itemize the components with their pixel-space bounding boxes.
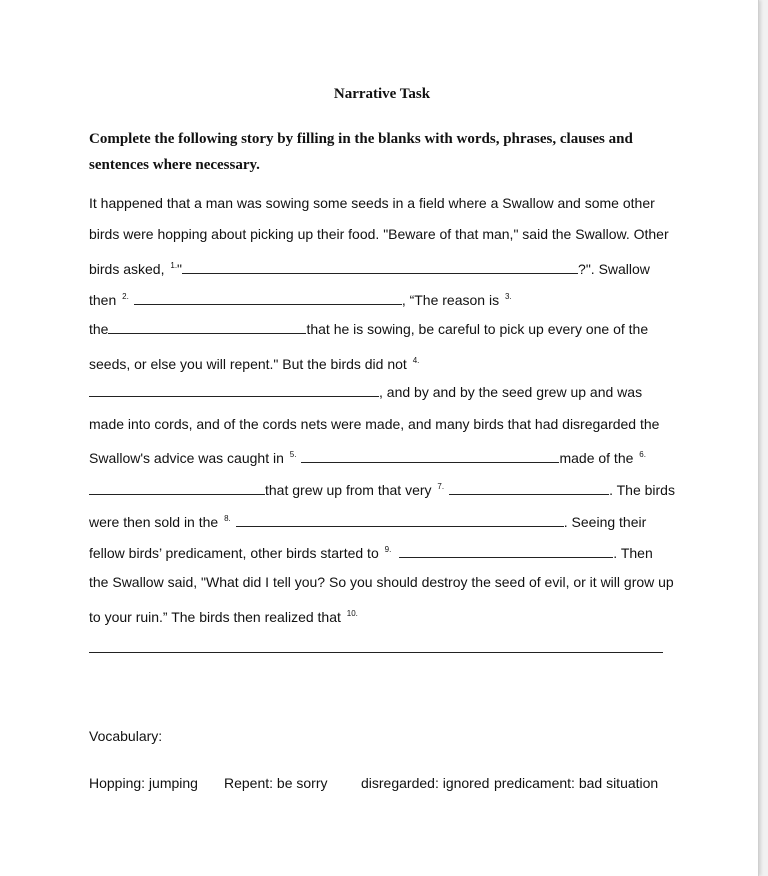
blank-8[interactable] <box>236 512 564 527</box>
story-text: birds were hopping about picking up their food. "Beware of that man," said the Swallow. Other <box>89 226 669 242</box>
story-line-10 <box>89 477 675 497</box>
story-text: to your ruin.” The birds then realized that <box>89 609 345 625</box>
story-line-11 <box>89 509 646 529</box>
story-line-5 <box>89 319 648 339</box>
vocab-item-disregarded: disregarded: ignored <box>361 775 490 791</box>
vocab-item-hopping: Hopping: jumping <box>89 775 198 791</box>
story-line-13 <box>89 572 674 592</box>
story-line-4 <box>89 287 512 307</box>
story-text: that grew up from that very <box>265 482 436 498</box>
story-text: made of the <box>559 450 638 466</box>
blank-number-4: 4. <box>412 356 420 365</box>
story-line-8 <box>89 414 659 434</box>
story-text: , and by and by the seed grew up and was <box>379 384 643 400</box>
blank-number-8: 8. <box>224 514 231 523</box>
blank-6[interactable] <box>89 480 265 495</box>
story-text: then <box>89 292 121 308</box>
story-text: ?". Swallow <box>578 261 650 277</box>
story-text: . The birds <box>609 482 675 498</box>
story-line-7 <box>89 382 642 402</box>
blank-number-6: 6. <box>639 450 646 459</box>
story-text: seeds, or else you will repent." But the birds did not <box>89 356 411 372</box>
blank-number-3: 3. <box>504 292 512 301</box>
story-text: fellow birds’ predicament, other birds started to <box>89 545 383 561</box>
story-line-12 <box>89 540 653 560</box>
story-text: . Seeing their <box>563 514 647 530</box>
blank-9[interactable] <box>399 543 613 558</box>
story-text: birds asked, <box>89 261 169 277</box>
blank-2[interactable] <box>134 290 402 305</box>
story-text: made into cords, and of the cords nets were made, and many birds that had disregarded the <box>89 416 660 432</box>
blank-3[interactable] <box>108 319 306 334</box>
blank-7[interactable] <box>449 480 609 495</box>
story-line-6 <box>89 351 419 371</box>
page-title: Narrative Task <box>333 86 431 102</box>
blank-number-9: 9. <box>384 545 392 554</box>
story-text: " <box>177 261 183 277</box>
story-text: were then sold in the <box>89 514 223 530</box>
vocab-item-repent: Repent: be sorry <box>224 775 328 791</box>
story-line-9 <box>89 445 646 465</box>
blank-10[interactable] <box>89 652 663 653</box>
story-text: Swallow's advice was caught in <box>89 450 288 466</box>
story-line-3 <box>89 256 650 276</box>
vocab-item-predicament: predicament: bad situation <box>494 775 659 791</box>
story-text: the Swallow said, "What did I tell you? So you should destroy the seed of evil, or it will grow up <box>89 574 674 590</box>
blank-number-5: 5. <box>289 450 297 459</box>
story-text: It happened that a man was sowing some seeds in a field where a Swallow and some other <box>89 195 655 211</box>
blank-1[interactable] <box>182 259 578 274</box>
story-line-14 <box>89 604 358 624</box>
story-text: , “The reason is <box>401 292 503 308</box>
instructions: Complete the following story by filling in the blanks with words, phrases, clauses and sentences where necessary. <box>89 131 633 173</box>
story-text: that he is sowing, be careful to pick up every one of the <box>306 321 649 337</box>
story-line-2 <box>89 224 669 244</box>
blank-number-10: 10. <box>346 609 358 618</box>
story-line-1 <box>89 193 655 213</box>
blank-4[interactable] <box>89 382 379 397</box>
blank-5[interactable] <box>301 448 559 463</box>
story-text: . Then <box>613 545 653 561</box>
story-text: the <box>89 321 109 337</box>
blank-number-7: 7. <box>437 482 445 491</box>
vocabulary-heading: Vocabulary: <box>89 728 163 744</box>
blank-number-2: 2. <box>122 292 129 301</box>
blank-number-1: 1. <box>170 261 178 270</box>
